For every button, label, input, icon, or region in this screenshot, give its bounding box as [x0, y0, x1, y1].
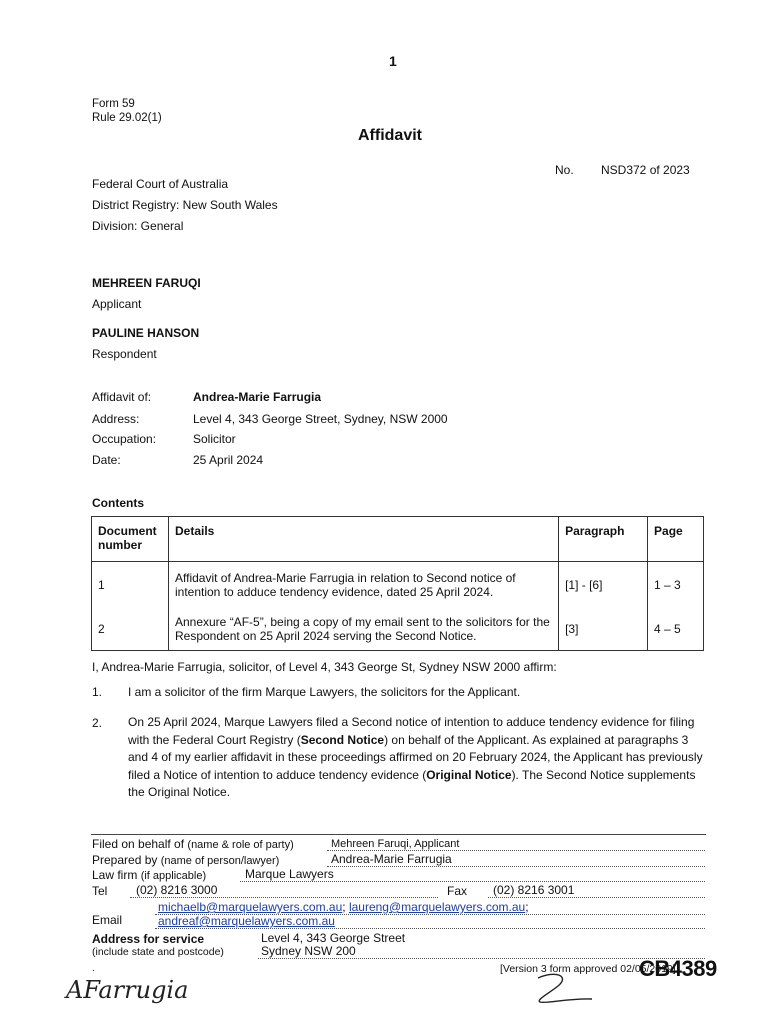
address-value: Level 4, 343 George Street, Sydney, NSW 2000	[193, 412, 448, 426]
prepared-label-text: Prepared by	[92, 853, 158, 867]
service-line2-text: Sydney NSW 200	[261, 944, 356, 958]
paragraph-2	[128, 714, 708, 802]
filed-on-behalf-label	[92, 837, 294, 851]
case-number-label: No.	[555, 163, 574, 177]
affirmation-intro: I, Andrea-Marie Farrugia, solicitor, of Level 4, 343 George St, Sydney NSW 2000 affirm:	[92, 660, 557, 674]
firm-hint: (if applicable)	[140, 870, 207, 882]
paragraph-1: I am a solicitor of the firm Marque Lawyers, the solicitors for the Applicant.	[128, 685, 521, 699]
prepared-by-value	[327, 852, 705, 867]
header-page: Page	[648, 517, 704, 562]
fax-value-text: (02) 8216 3001	[493, 883, 575, 897]
document-stamp: CB4389	[639, 956, 717, 981]
email-separator: ;	[342, 900, 349, 914]
paragraph-1-number: 1.	[92, 685, 103, 699]
footer-divider	[91, 834, 706, 835]
court-name: Federal Court of Australia	[92, 177, 229, 191]
law-firm-label	[92, 868, 206, 882]
law-firm-value	[240, 867, 705, 882]
row-details: Affidavit of Andrea-Marie Farrugia in relation to Second notice of intention to adduce tendency evidence, dated 25 April 2024.	[168, 562, 558, 608]
date-label: Date:	[92, 453, 121, 467]
witness-signature	[528, 968, 598, 1008]
row-doc-number: 1	[92, 562, 169, 608]
paragraph-2-number: 2.	[92, 716, 103, 730]
service-address-line1: Level 4, 343 George Street	[261, 931, 406, 945]
case-number-value: NSD372 of 2023	[601, 163, 690, 177]
contents-heading: Contents	[92, 496, 144, 510]
table-row	[92, 608, 704, 651]
email-link[interactable]: michaelb@marquelawyers.com.au	[158, 900, 343, 914]
table-header-row	[92, 517, 704, 562]
tel-value-text: (02) 8216 3000	[136, 883, 218, 897]
paragraph-2-text-c: ) on behalf of the Applicant. As explained at paragraphs 3 and 4 of my earlier affidavit in these proceedings affirmed on 20 February 2024, the Applicant has previously filed a Notice of intention to adduce tendency evidence (	[128, 732, 703, 782]
paragraph-2-defined-term: Second Notice	[300, 732, 385, 747]
applicant-name: MEHREEN FARUQI	[92, 276, 201, 290]
contents-table	[91, 516, 704, 651]
tel-label: Tel	[92, 884, 108, 898]
email-link[interactable]: andreaf@marquelawyers.com.au	[158, 914, 335, 928]
fax-label: Fax	[447, 884, 468, 898]
tel-value	[130, 883, 438, 898]
filed-label-text: Filed on behalf of	[92, 837, 185, 851]
prepared-value-text: Andrea-Marie Farrugia	[331, 852, 452, 866]
row-page: 1 – 3	[648, 562, 704, 608]
row-details: Annexure “AF-5”, being a copy of my email sent to the solicitors for the Respondent on 25 April 2024 serving the Second Notice.	[168, 608, 558, 651]
occupation-value: Solicitor	[193, 432, 236, 446]
respondent-role: Respondent	[92, 347, 157, 361]
affidavit-of-label: Affidavit of:	[92, 390, 152, 404]
table-row	[92, 562, 704, 608]
header-document-number: Document number	[92, 517, 169, 562]
affidavit-of-value: Andrea-Marie Farrugia	[193, 390, 322, 404]
filed-value-text: Mehreen Faruqi, Applicant	[331, 838, 460, 850]
occupation-label: Occupation:	[92, 432, 157, 446]
paragraph-2-text-e: ). The Second Notice supplements the Original Notice.	[128, 767, 696, 799]
service-address-line2	[258, 944, 705, 959]
footer-dot: .	[92, 963, 95, 974]
email-label: Email	[92, 913, 123, 927]
header-paragraph: Paragraph	[559, 517, 648, 562]
email-line-1	[155, 900, 705, 915]
court-registry: District Registry: New South Wales	[92, 198, 278, 212]
firm-value-text: Marque Lawyers	[245, 867, 334, 881]
service-address-label: Address for service	[92, 932, 205, 946]
page-number: 1	[389, 53, 397, 69]
service-address-hint: (include state and postcode)	[92, 946, 224, 958]
row-doc-number: 2	[92, 608, 169, 651]
row-paragraph: [1] - [6]	[559, 562, 648, 608]
court-division: Division: General	[92, 219, 184, 233]
email-link[interactable]: laureng@marquelawyers.com.au	[348, 900, 526, 914]
respondent-name: PAULINE HANSON	[92, 326, 200, 340]
prepared-by-label	[92, 853, 279, 867]
paragraph-2-defined-term: Original Notice	[426, 767, 512, 782]
applicant-role: Applicant	[92, 297, 142, 311]
firm-label-text: Law firm	[92, 868, 138, 882]
filed-on-behalf-value	[327, 838, 705, 851]
address-label: Address:	[92, 412, 140, 426]
deponent-signature: AFarrugia	[66, 976, 189, 1004]
fax-value	[488, 883, 705, 898]
version-note: [Version 3 form approved 02/05/2019]	[500, 963, 676, 975]
prepared-hint: (name of person/lawyer)	[160, 855, 280, 867]
email-line-2	[155, 914, 705, 929]
header-details: Details	[168, 517, 558, 562]
form-number: Form 59	[92, 98, 135, 110]
email-separator: ;	[525, 900, 529, 914]
row-page: 4 – 5	[648, 608, 704, 651]
document-title: Affidavit	[358, 127, 422, 144]
filed-hint: (name & role of party)	[187, 839, 294, 851]
form-rule: Rule 29.02(1)	[92, 112, 162, 124]
date-value: 25 April 2024	[193, 453, 264, 467]
row-paragraph: [3]	[559, 608, 648, 651]
paragraph-2-text-a: On 25 April 2024, Marque Lawyers filed a Second notice of intention to adduce tendency evidence for filing with the Federal Court Registry (	[128, 715, 695, 747]
